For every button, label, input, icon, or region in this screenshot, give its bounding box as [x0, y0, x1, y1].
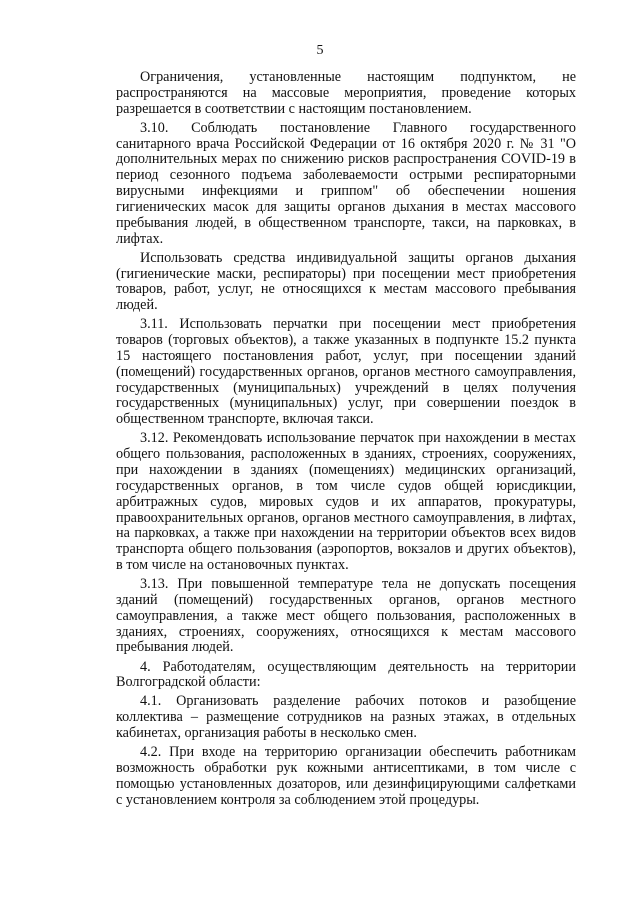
paragraph-restrictions-exception: Ограничения, установленные настоящим подпунктом, не распространяются на массовые мероприятия, проведение которых разрешается в соответствии с настоящим постановлением. — [116, 69, 576, 117]
paragraph-4: 4. Работодателям, осуществляющим деятельность на территории Волгоградской области: — [116, 658, 576, 691]
paragraph-3-12: 3.12. Рекомендовать использование перчаток при нахождении в местах общего пользования, расположенных в зданиях, строениях, сооружениях, при нахождении в зданиях (помещениях) медицинских организаций, государственных органов, в том числе судов общей юрисдикции, арбитражных судов, мировых судов и их аппаратов, прокуратуры, правоохранительных органов, органов местного самоуправления, в лифтах, на парковках, а также при нахождении на территории объектов всех видов транспорта общего пользования (аэропортов, вокзалов и других объектов), в том числе на остановочных пунктах. — [116, 430, 576, 574]
document-body — [116, 70, 576, 812]
paragraph-4-1: 4.1. Организовать разделение рабочих потоков и разобщение коллектива – размещение сотрудников на разных этажах, в отдельных кабинетах, организация работы в несколько смен. — [116, 693, 576, 742]
paragraph-3-10: 3.10. Соблюдать постановление Главного государственного санитарного врача Российской Федерации от 16 октября 2020 г. № 31 "О дополнительных мерах по снижению рисков распространения COVID-19 в период сезонного подъема заболеваемости острыми респираторными вирусными инфекциями и гриппом" об обеспечении ношения гигиенических масок для защиты органов дыхания в местах массового пребывания людей, в общественном транспорте, такси, на парковках, в лифтах. — [116, 119, 576, 247]
paragraph-ppe-use: Использовать средства индивидуальной защиты органов дыхания (гигиенические маски, респираторы) при посещении мест приобретения товаров, работ, услуг, не относящихся к местам массового пребывания людей. — [116, 249, 576, 314]
paragraph-3-11: 3.11. Использовать перчатки при посещении мест приобретения товаров (торговых объектов), а также указанных в подпункте 15.2 пункта 15 настоящего постановления работ, услуг, при посещении зданий (помещений) государственных органов, органов местного самоуправления, государственных (муниципальных) учреждений в целях получения государственных (муниципальных) услуг, при совершении поездок в общественном транспорте, включая такси. — [116, 316, 576, 428]
paragraph-3-13: 3.13. При повышенной температуре тела не допускать посещения зданий (помещений) государственных органов, органов местного самоуправления, а также мест общего пользования, расположенных в зданиях, строениях, сооружениях, относящихся к местам массового пребывания людей. — [116, 576, 576, 656]
paragraph-4-2: 4.2. При входе на территорию организации обеспечить работникам возможность обработки рук кожными антисептиками, в том числе с помощью установленных дозаторов, или дезинфицирующими салфетками с установлением контроля за соблюдением этой процедуры. — [116, 744, 576, 808]
page-number: 5 — [316, 43, 324, 58]
